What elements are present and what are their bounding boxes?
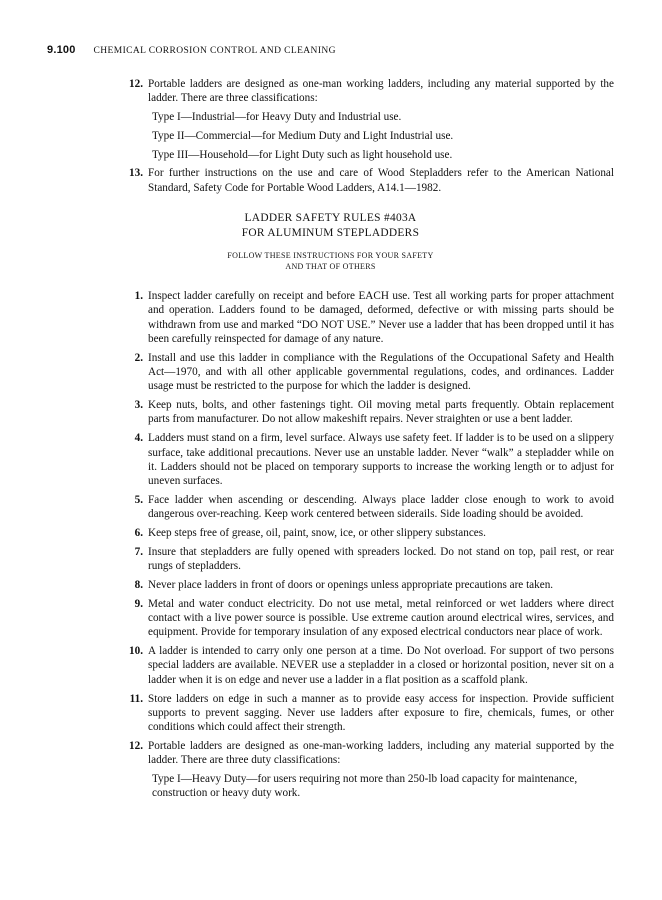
list-item: [120, 289, 614, 346]
item-number: 7.: [134, 545, 143, 558]
item-body: [148, 77, 614, 162]
section-subtitle-line1: FOLLOW THESE INSTRUCTIONS FOR YOUR SAFETY: [227, 251, 434, 261]
list-item: [120, 493, 614, 522]
item-body: [148, 351, 614, 394]
list-item: [120, 351, 614, 394]
item-number: 3.: [134, 399, 143, 412]
item-paragraph: Inspect ladder carefully on receipt and before EACH use. Test all working parts for proper attachment and operation. Ladders found to be damaged, deformed, defective or with missing parts should be withdrawn from use and marked “DO NOT USE.” Never use a ladder that has been dropped until it has been carefully reinspected for damage of any nature.: [148, 290, 614, 345]
item-paragraph: For further instructions on the use and care of Wood Stepladders refer to the American National Standard, Safety Code for Portable Wood Ladders, A14.1—1982.: [148, 167, 614, 194]
safety-rules-list: [120, 289, 614, 801]
list-item: [120, 398, 614, 427]
section-title-line2: FOR ALUMINUM STEPLADDERS: [241, 226, 420, 239]
intro-numbered-list: [120, 77, 614, 195]
list-item: [120, 77, 614, 162]
item-subitems: [148, 110, 614, 162]
item-number: 12.: [129, 78, 143, 90]
list-item: [120, 431, 614, 488]
item-body: [148, 431, 614, 488]
item-body: [148, 545, 614, 574]
list-item: [120, 692, 614, 735]
item-number: 8.: [134, 578, 143, 591]
section-subtitle-line2: AND THAT OF OTHERS: [285, 262, 376, 272]
running-header: [47, 44, 614, 56]
type-classification-line: Type III—Household—for Light Duty such as light household use.: [152, 148, 453, 161]
item-paragraph: Insure that stepladders are fully opened with spreaders locked. Do not stand on top, pail rest, or rear rungs of stepladders.: [148, 545, 614, 573]
item-body: [148, 289, 614, 346]
item-number: 11.: [129, 692, 143, 705]
item-paragraph: Keep nuts, bolts, and other fastenings tight. Oil moving metal parts frequently. Obtain replacement parts from manufacturer. Do not allow makeshift repairs. Never straighten or use a bent ladder.: [148, 399, 614, 426]
item-paragraph: A ladder is intended to carry only one person at a time. Do Not overload. For support of two persons special ladders are available. NEVER use a stepladder in a closed or horizontal position, never sit on a ladder when it is on edge and never use a ladder in a flat position as a scaffold plank.: [148, 645, 614, 686]
item-number: 12.: [129, 739, 143, 752]
type-classification-line: Type II—Commercial—for Medium Duty and Light Industrial use.: [152, 129, 454, 142]
list-item: [120, 166, 614, 195]
list-item: [120, 578, 614, 592]
list-item: [120, 644, 614, 687]
item-paragraph: Metal and water conduct electricity. Do not use metal, metal reinforced or wet ladders where direct contact with a live power source is possible. Use extreme caution around electrical wires, services, and equipment. Provide for temporary insulation of any exposed electrical conductors near place of work.: [148, 597, 614, 639]
item-number: 13.: [129, 167, 143, 180]
item-number: 1.: [134, 290, 143, 303]
type-classification-line: Type I—Industrial—for Heavy Duty and Industrial use.: [152, 111, 402, 124]
item-body: [148, 526, 614, 540]
item-number: 2.: [134, 351, 143, 364]
list-item: [120, 526, 614, 540]
item-paragraph: Keep steps free of grease, oil, paint, snow, ice, or other slippery substances.: [148, 527, 486, 540]
item-number: 5.: [134, 493, 143, 506]
item-paragraph: Ladders must stand on a firm, level surface. Always use safety feet. If ladder is to be used on a slippery surface, take additional precautions. Never use an unstable ladder. Never “walk” a stepladder while on it. Ladders should not be placed on temporary supports to increase the working length or to adjust for uneven surfaces.: [148, 432, 614, 488]
item-body: [148, 398, 614, 427]
item-number: 4.: [134, 432, 143, 445]
item-number: 9.: [134, 597, 143, 610]
type-classification-line: Type I—Heavy Duty—for users requiring not more than 250-lb load capacity for maintenance, construction or heavy duty work.: [152, 772, 578, 800]
item-paragraph: Face ladder when ascending or descending. Always place ladder close enough to work to avoid dangerous over-reaching. Keep work centered between siderails. Side loading should be avoided.: [148, 493, 614, 521]
section-subtitle: [47, 250, 614, 272]
item-paragraph: Never place ladders in front of doors or openings unless appropriate precautions are taken.: [148, 578, 554, 591]
item-body: [148, 692, 614, 735]
item-body: [148, 644, 614, 687]
list-item: [120, 739, 614, 801]
section-title-line1: LADDER SAFETY RULES #403A: [244, 212, 417, 225]
item-body: [148, 739, 614, 801]
chapter-title: CHEMICAL CORROSION CONTROL AND CLEANING: [93, 46, 336, 56]
item-paragraph: Install and use this ladder in compliance with the Regulations of the Occupational Safety and Health Act—1970, and with all other applicable governmental regulations, codes, and ordinances. Ladder usage must be restricted to the purpose for which the ladder is designed.: [148, 351, 614, 393]
item-number: 6.: [134, 527, 143, 540]
item-paragraph: Portable ladders are designed as one-man working ladders, including any material supported by the ladder. There are three classifications:: [148, 78, 614, 105]
section-title: [47, 211, 614, 240]
list-item: [120, 597, 614, 640]
item-number: 10.: [129, 645, 143, 658]
item-paragraph: Store ladders on edge in such a manner as to provide easy access for inspection. Provide sufficient supports to prevent sagging. Never use ladders after exposure to fire, chemicals, fumes, or other conditions which could affect their strength.: [148, 692, 614, 734]
item-body: [148, 493, 614, 522]
item-body: [148, 578, 614, 592]
list-item: [120, 545, 614, 574]
item-subitems: [148, 772, 614, 801]
section-number: 9.100: [47, 44, 76, 56]
item-body: [148, 166, 614, 195]
item-paragraph: Portable ladders are designed as one-man-working ladders, including any material supported by the ladder. There are three duty classifications:: [148, 739, 614, 767]
item-body: [148, 597, 614, 640]
